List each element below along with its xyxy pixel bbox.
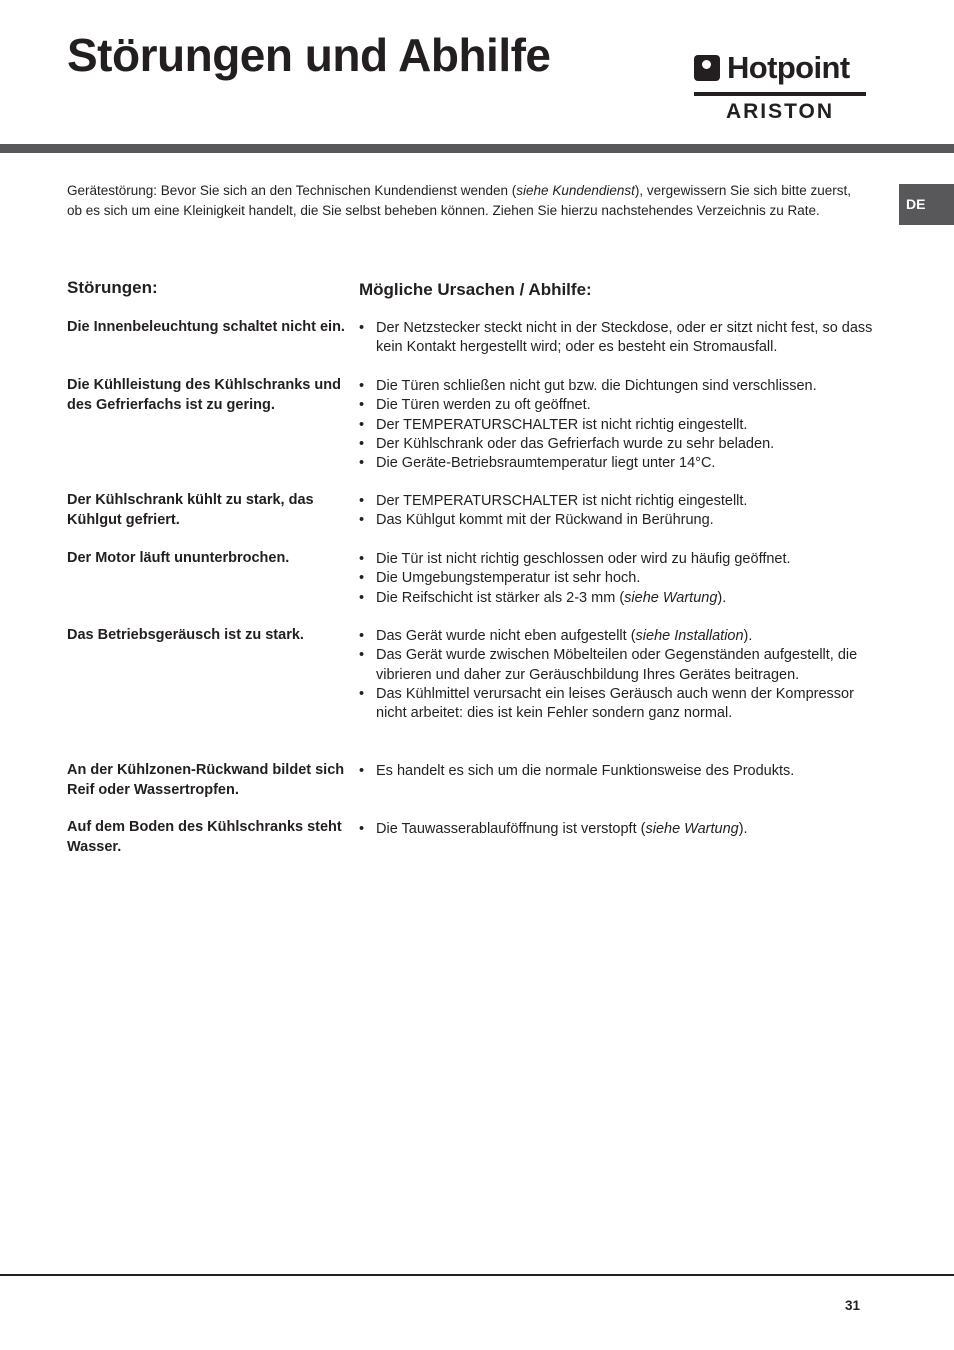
remedy-item <box>359 627 874 646</box>
remedy-item: • Der TEMPERATURSCHALTER ist nicht richtig eingestellt. <box>359 416 874 435</box>
logo-top <box>694 50 868 86</box>
intro-text-before: Gerätestörung: Bevor Sie sich an den Technischen Kundendienst wenden ( <box>67 183 517 198</box>
remedy-text-end: ). <box>743 628 753 644</box>
logo-divider <box>694 92 866 96</box>
remedy-list <box>359 762 874 781</box>
footer-rule <box>0 1274 954 1276</box>
logo-secondary-text: ARISTON <box>725 100 835 123</box>
remedy-item: • Der Kühlschrank oder das Gefrierfach wurde zu sehr beladen. <box>359 435 874 454</box>
page-number: 31 <box>844 1298 860 1313</box>
remedy-text: Die Tauwasserablauföffnung ist verstopft ( <box>376 821 646 837</box>
problem-text: Auf dem Boden des Kühlschranks steht Wasser. <box>67 819 342 855</box>
remedy-reference: siehe Wartung <box>645 821 739 837</box>
remedy-item: • Die Geräte-Betriebsraumtemperatur liegt unter 14°C. <box>359 454 874 473</box>
remedy-item <box>359 820 874 839</box>
remedy-text: Das Gerät wurde nicht eben aufgestellt ( <box>376 628 636 644</box>
remedies-heading: Mögliche Ursachen / Abhilfe: <box>359 280 592 299</box>
remedy-list <box>359 820 874 839</box>
remedy-item: • Das Kühlmittel verursacht ein leises Geräusch auch wenn der Kompressor nicht arbeitet: dies ist kein Fehler sondern ganz normal. <box>359 685 874 724</box>
problem-text: Das Betriebsgeräusch ist zu stark. <box>67 627 304 643</box>
problem-text: Die Kühlleistung des Kühlschranks und des Gefrierfachs ist zu gering. <box>67 377 341 413</box>
problem-text: Der Kühlschrank kühlt zu stark, das Kühlgut gefriert. <box>67 492 314 528</box>
logo-primary-text: Hotpoint <box>727 50 850 85</box>
remedy-text-end: ). <box>738 821 748 837</box>
remedy-reference: siehe Installation <box>635 628 744 644</box>
intro-reference: siehe Kundendienst <box>516 183 635 198</box>
remedy-list <box>359 319 874 358</box>
remedy-text: Die Reifschicht ist stärker als 2-3 mm ( <box>376 589 625 606</box>
remedy-item: • Die Türen schließen nicht gut bzw. die Dichtungen sind verschlissen. <box>359 377 874 396</box>
problem-text: An der Kühlzonen-Rückwand bildet sich Reif oder Wassertropfen. <box>67 762 345 798</box>
remedy-item: • Die Türen werden zu oft geöffnet. <box>359 396 874 415</box>
remedy-item: • Das Gerät wurde zwischen Möbelteilen oder Gegenständen aufgestellt, die vibrieren und daher zur Geräuschbildung Ihres Gerätes beitragen. <box>359 646 874 685</box>
problem-text: Der Motor läuft ununterbrochen. <box>67 550 290 566</box>
problems-heading: Störungen: <box>67 278 158 297</box>
remedy-item: • Der Netzstecker steckt nicht in der Steckdose, oder er sitzt nicht fest, so dass kein Kontakt hergestellt wird; oder es besteht ein Stromausfall. <box>359 319 874 358</box>
remedy-list <box>359 550 874 608</box>
remedy-item <box>359 589 874 608</box>
remedy-item: • Es handelt es sich um die normale Funktionsweise des Produkts. <box>359 762 874 781</box>
brand-logo <box>694 50 868 126</box>
remedy-item: • Die Umgebungstemperatur ist sehr hoch. <box>359 569 874 588</box>
remedy-item: • Der TEMPERATURSCHALTER ist nicht richtig eingestellt. <box>359 492 874 511</box>
remedy-item: • Die Tür ist nicht richtig geschlossen oder wird zu häufig geöffnet. <box>359 550 874 569</box>
language-tab: DE <box>899 184 954 225</box>
page-title: Störungen und Abhilfe <box>67 29 551 81</box>
remedy-list <box>359 627 874 723</box>
intro-text-after: ), vergewissern Sie sich bitte zuerst, ob es sich um eine Kleinigkeit handelt, die Sie selbst beheben können. Ziehen Sie hierzu nachstehendes Verzeichnis zu Rate. <box>67 183 851 218</box>
remedy-item: • Das Kühlgut kommt mit der Rückwand in Berührung. <box>359 511 874 530</box>
problem-text: Die Innenbeleuchtung schaltet nicht ein. <box>67 319 345 335</box>
remedy-list <box>359 377 874 473</box>
logo-square-icon <box>694 55 720 81</box>
remedy-list <box>359 492 874 531</box>
remedy-text-end: ). <box>717 589 727 606</box>
intro-paragraph <box>67 181 867 221</box>
remedy-reference: siehe Wartung <box>624 589 718 606</box>
header-rule <box>0 144 954 153</box>
